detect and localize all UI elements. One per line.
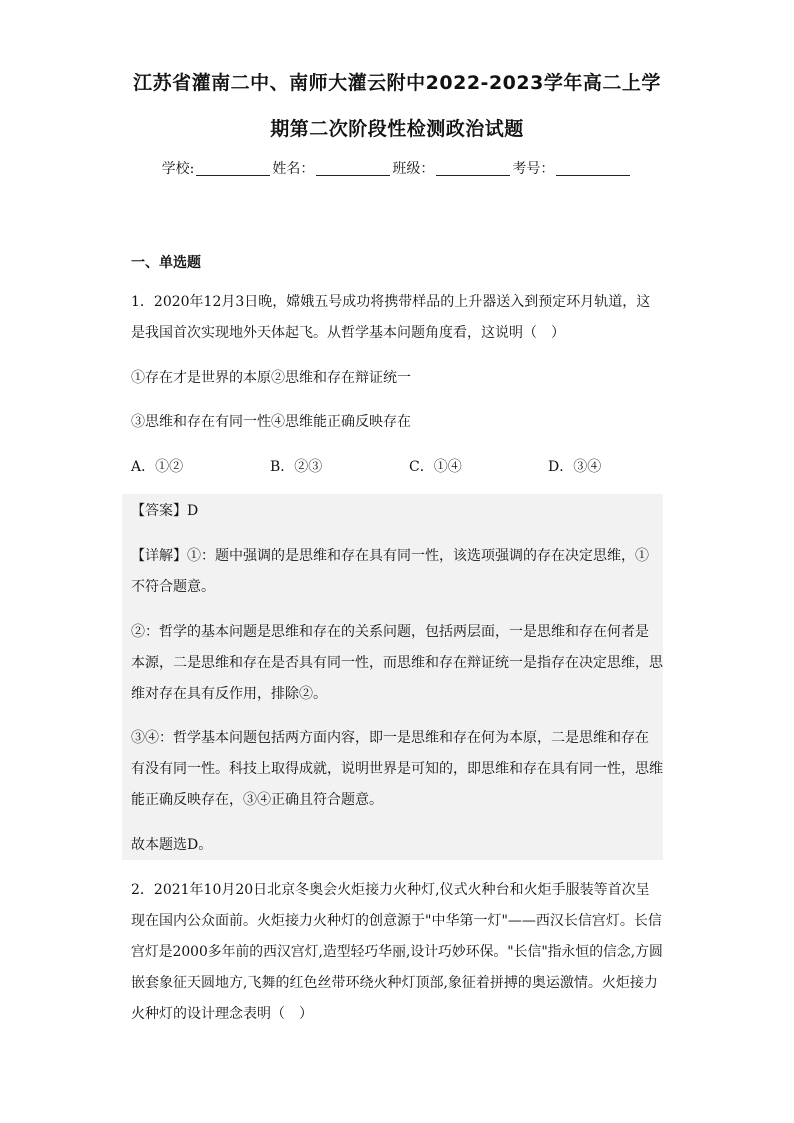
q1-statement-1: ①存在才是世界的本原②思维和存在辩证统一 [131,370,411,386]
q1-option-c: C．①④ [409,459,462,475]
exam-title-line-1: 江苏省灌南二中、南师大灌云附中2022-2023学年高二上学 [133,72,661,94]
q2-stem-line-2: 现在国内公众面前。火炬接力火种灯的创意源于"中华第一灯"——西汉长信宫灯。长信 [131,913,662,929]
q2-stem-line-5: 火种灯的设计理念表明（ ） [131,1006,313,1022]
answer-conclusion: 故本题选D。 [131,837,213,853]
detail-p1-line-2: 不符合题意。 [131,579,215,595]
class-blank [436,161,510,176]
detail-p3-line-3: 能正确反映存在，③④正确且符合题意。 [131,792,383,808]
q1-stem-line-2: 是我国首次实现地外天体起飞。从哲学基本问题角度看，这说明（ ） [131,325,565,341]
q2-stem-line-3: 宫灯是2000多年前的西汉宫灯,造型轻巧华丽,设计巧妙环保。"长信"指永恒的信念,方圆 [131,944,663,960]
detail-p1-line-1 [131,546,649,566]
name-label: 姓名： [272,161,315,177]
detail-p1-text: ①：题中强调的是思维和存在具有同一性，该选项强调的存在决定思维，① [187,548,649,564]
school-blank [196,161,270,176]
exam-no-label: 考号： [512,161,555,177]
detail-tag: 【详解】 [131,548,187,564]
class-label: 班级： [392,161,435,177]
answer-tag: 【答案】 [131,503,187,519]
detail-p2-line-2: 本源，二是思维和存在是否具有同一性，而思维和存在辩证统一是指存在决定思维，思 [131,655,663,671]
detail-p3-line-2: 有没有同一性。科技上取得成就，说明世界是可知的，即思维和存在具有同一性，思维 [131,761,663,777]
exam-title-line-2: 期第二次阶段性检测政治试题 [270,118,524,140]
school-label: 学校: [161,161,195,177]
q2-stem-line-4: 嵌套象征天圆地方,飞舞的红色丝带环绕火种灯顶部,象征着拼搏的奥运激情。火炬接力 [131,975,658,991]
detail-p2-line-3: 维对存在具有反作用，排除②。 [131,686,327,702]
section-title: 一、单选题 [131,255,201,271]
q1-option-b: B．②③ [270,459,323,475]
detail-p3-line-1: ③④：哲学基本问题包括两方面内容，即一是思维和存在何为本原，二是思维和存在 [131,730,649,746]
exam-no-blank [556,161,630,176]
q1-stem-line-1: 1．2020年12月3日晚，嫦娥五号成功将携带样品的上升器送入到预定环月轨道，这 [131,294,651,310]
detail-p2-line-1: ②：哲学的基本问题是思维和存在的关系问题，包括两层面，一是思维和存在何者是 [131,624,649,640]
name-blank [316,161,390,176]
q1-statement-2: ③思维和存在有同一性④思维能正确反映存在 [131,414,411,430]
q2-stem-line-1: 2．2021年10月20日北京冬奥会火炬接力火种灯,仪式火种台和火炬手服装等首次呈 [131,882,650,898]
answer-value: D [187,503,199,519]
student-info-line [0,158,794,178]
q1-option-d: D．③④ [548,459,602,475]
q1-option-a: A．①② [131,459,184,475]
answer-line [131,501,198,521]
